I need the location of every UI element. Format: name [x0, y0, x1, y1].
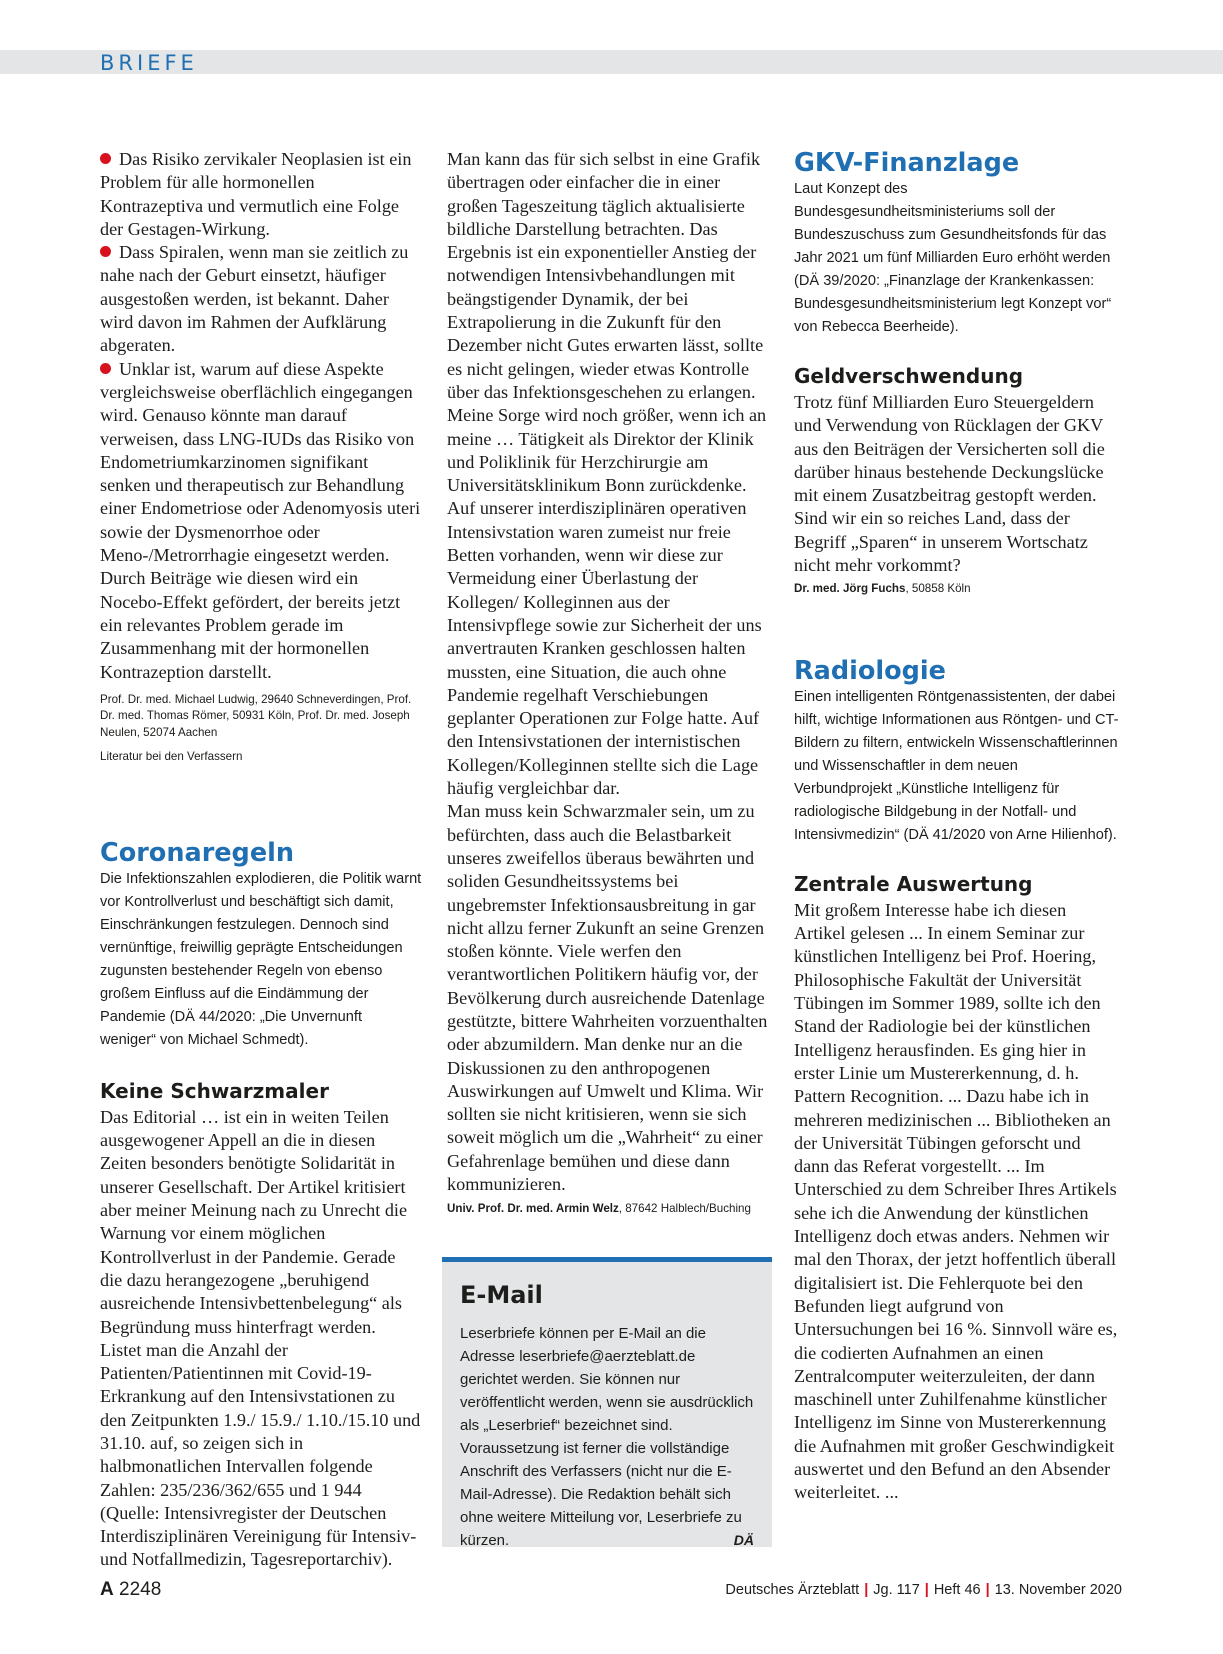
- bullet-dot-icon: [100, 153, 111, 164]
- column-right: [794, 148, 1120, 1505]
- paragraph: Das Editorial … ist ein in weiten Teilen ausgewogener Appell an die in diesen Zeiten besonders benötigte Solidarität in unserer Gesellschaft. Der Artikel kritisiert aber meiner Meinung nach zu Unrecht die Warnung vor einem möglichen Kontrollverlust in der Pandemie. Gerade die dazu herangezogene „beruhigend ausreichende Intensivbettenbelegung“ als Begründung muss hinterfragt werden.: [100, 1106, 408, 1337]
- paragraph: Man kann das für sich selbst in eine Grafik übertragen oder einfacher die in einer großen Tageszeitung täglich aktualisierte bildliche Darstellung betrachten. Das Ergebnis ist ein exponentieller Anstieg der notwendigen Intensivbehandlungen mit beängstigender Dynamik, der bei Extrapolierung in die Zukunft für den Dezember nicht Gutes erwarten lässt, sollte es nicht gelingen, wieder etwas Kontrolle über das Infektionsgeschehen zu erlangen.: [447, 149, 764, 402]
- bullet-item: Das Risiko zervikaler Neoplasien ist ein Problem für alle hormonellen Kontrazeptiva und vermutlich eine Folge der Gestagen-Wirkung.: [100, 149, 412, 239]
- editorial-mark: DÄ: [733, 1532, 754, 1548]
- paragraph: Mit großem Interesse habe ich diesen Artikel gelesen ... In einem Seminar zur künstlichen Intelligenz bei Prof. Hoering, Philosophische Fakultät der Universität Tübingen im Sommer 1989, sollte ich den Stand der Radiologie bei der künstlichen Intelligenz herausfinden. Es ging hier in erster Linie um Mustererkennung, d. h. Pattern Recognition. ... Dazu habe ich in mehreren medizinischen ... Bibliotheken an der Universität Tübingen geforscht und dann das Referat vorgestellt. ... Im Unterschied zu dem Schreiber Ihres Artikels sehe ich die Anwendung der künstlichen Intelligenz doch etwas anders. Nehmen wir mal den Thorax, der jetzt hoffentlich überall digitalisiert ist. Die Fehlerquote bei den Befunden liegt aufgrund von Untersuchungen bei 16 %. Sinnvoll wäre es, die codierten Aufnahmen an einen Zentralcomputer weiterzuleiten, der dann maschinell unter Zuhilfenahme künstlicher Intelligenz im Sinne von Mustererkennung die Aufnahmen mit großer Geschwindigkeit auswertet und den Befund an den Absender weiterleitet. ...: [794, 899, 1118, 1503]
- paragraph: Listet man die Anzahl der Patienten/Patientinnen mit Covid-19-Erkrankung auf den Intensivstationen zu den Zeitpunkten 1.9./ 15.9./ 1.10./15.10 und 31.10. auf, so zeigen sich in halbmonatlichen Intervallen folgende Zahlen: 235/236/362/655 und 1 944 (Quelle: Intensivregister der Deutschen Interdisziplinären Vereinigung für Intensiv- und Notfallmedizin, Tagesreportarchiv).: [100, 1339, 421, 1570]
- letter-title: Geldverschwendung: [794, 364, 1024, 388]
- separator: |: [864, 1582, 869, 1598]
- bullet-item: Dass Spiralen, wenn man sie zeitlich zu nahe nach der Geburt einsetzt, häufiger ausgestoßen werden, ist bekannt. Daher wird davon im Rahmen der Aufklärung abgeraten.: [100, 242, 409, 356]
- section-title: Coronaregeln: [100, 837, 295, 868]
- section-intro: Die Infektionszahlen explodieren, die Politik warnt vor Kontrollverlust und beschäftigt sich damit, Einschränkungen festzulegen. Dennoch sind vernünftige, freiwillig geprägte Entscheidungen zugunsten bestehender Regeln von ebenso großem Einfluss auf die Eindämmung der Pandemie (DÄ 44/2020: „Die Unvernunft weniger“ von Michael Schmedt).: [100, 870, 422, 1048]
- email-box-title: E-Mail: [460, 1281, 543, 1309]
- signature: Univ. Prof. Dr. med. Armin Welz, 87642 Halblech/Buching: [447, 1202, 751, 1216]
- section-title: Radiologie: [794, 655, 946, 686]
- letter-title: Keine Schwarzmaler: [100, 1078, 329, 1103]
- column-middle: [447, 148, 772, 1218]
- paragraph: Trotz fünf Milliarden Euro Steuergeldern und Verwendung von Rücklagen der GKV aus den Beiträgen der Versicherten soll die darüber hinaus bestehende Deckungslücke mit einem Zusatzbeitrag gestopft werden. Sind wir ein so reiches Land, dass der Begriff „Sparen“ in unserem Wortschatz nicht mehr vorkommt?: [794, 392, 1105, 576]
- journal-info: Deutsches Ärzteblatt | Jg. 117 | Heft 46 | 13. November 2020: [725, 1582, 1122, 1598]
- bullet-item: Unklar ist, warum auf diese Aspekte vergleichsweise oberflächlich eingegangen wird. Genauso könnte man darauf verweisen, dass LNG-IUDs das Risiko von Endometriumkarzinomen signifikant senken und therapeutisch zur Behandlung einer Endometriose oder Adenomyosis uteri sowie der Dysmenorrhoe oder Meno-/Metrorrhagie eingesetzt werden.: [100, 358, 421, 566]
- separator: |: [985, 1582, 990, 1598]
- email-info-box: [442, 1257, 772, 1547]
- section-intro: Laut Konzept des Bundesgesundheitsministeriums soll der Bundeszuschuss zum Gesundheitsfonds für das Jahr 2021 um fünf Milliarden Euro erhöht werden (DÄ 39/2020: „Finanzlage der Krankenkassen: Bundesgesundheitsministerium legt Konzept vor“ von Rebecca Beerheide).: [794, 181, 1112, 335]
- signature: Prof. Dr. med. Michael Ludwig, 29640 Schneverdingen, Prof. Dr. med. Thomas Römer, 50931 Köln, Prof. Dr. med. Joseph Neulen, 52074 Aachen: [100, 692, 412, 739]
- signature: Dr. med. Jörg Fuchs, 50858 Köln: [794, 582, 971, 596]
- letter-title: Zentrale Auswertung: [794, 871, 1033, 896]
- bullet-dot-icon: [100, 246, 111, 257]
- email-box-text: Leserbriefe können per E-Mail an die Adresse leserbriefe@aerzteblatt.de gerichtet werden. Sie können nur veröffentlicht werden, wenn sie ausdrücklich als „Leserbrief“ bezeichnet sind. Voraussetzung ist ferner die vollständige Anschrift des Verfassers (nicht nur die E-Mail-Adresse). Die Redaktion behält sich ohne weitere Mitteilung vor, Leserbriefe zu kürzen. DÄ: [460, 1322, 754, 1552]
- paragraph: Meine Sorge wird noch größer, wenn ich an meine … Tätigkeit als Direktor der Klinik und Poliklinik für Herzchirurgie am Universitätsklinikum Bonn zurückdenke. Auf unserer interdisziplinären operativen Intensivstation waren zumeist nur freie Betten vorhanden, wenn wir diese zur Vermeidung einer Überlastung der Kollegen/ Kolleginnen aus der Intensivpflege sowie zur Sicherheit der uns anvertrauten Kranken geschlossen halten mussten, eine Situation, die auch ohne Pandemie regelhaft Verschiebungen geplanter Operationen zur Folge hatte. Auf den Intensivstationen der internistischen Kollegen/Kolleginnen stellte sich die Lage häufig vergleichbar dar.: [447, 405, 767, 799]
- paragraph: Man muss kein Schwarzmaler sein, um zu befürchten, dass auch die Belastbarkeit unseres zweifellos überaus bewährten und soliden Gesundheitssystems bei ungebremster Infektionsausbreitung in gar nicht allzu ferner Zukunft an seine Grenzen stoßen könnte. Viele werfen den verantwortlichen Politikern häufig vor, der Bevölkerung durch ausreichende Datenlage gestützte, bittere Wahrheiten vorzuenthalten oder abzumildern. Man denke nur an die Diskussionen zu den anthropogenen Auswirkungen auf Umwelt und Klima. Wir sollten sie nicht kritisieren, wenn sie sich soweit möglich um die „Wahrheit“ zu einer Gefahrenlage bemühen und diese dann kommunizieren.: [447, 801, 768, 1195]
- section-label: BRIEFE: [100, 51, 198, 75]
- paragraph: Durch Beiträge wie diesen wird ein Nocebo-Effekt gefördert, der bereits jetzt ein relevantes Problem gerade im Zusammenhang mit der hormonellen Kontrazeption darstellt.: [100, 568, 401, 682]
- section-intro: Einen intelligenten Röntgenassistenten, der dabei hilft, wichtige Informationen aus Röntgen- und CT-Bildern zu filtern, entwickeln Wissenschaftlerinnen und Wissenschaftler in dem neuen Verbundprojekt „Künstliche Intelligenz für radiologische Bildgebung in der Notfall- und Intensivmedizin“ (DÄ 41/2020 von Arne Hilienhof).: [794, 688, 1119, 843]
- bullet-dot-icon: [100, 363, 111, 374]
- section-title: GKV-Finanzlage: [794, 148, 1020, 178]
- column-left: [100, 148, 422, 1572]
- separator: |: [924, 1582, 929, 1598]
- page-number: A 2248: [100, 1579, 162, 1600]
- literature-note: Literatur bei den Verfassern: [100, 750, 243, 764]
